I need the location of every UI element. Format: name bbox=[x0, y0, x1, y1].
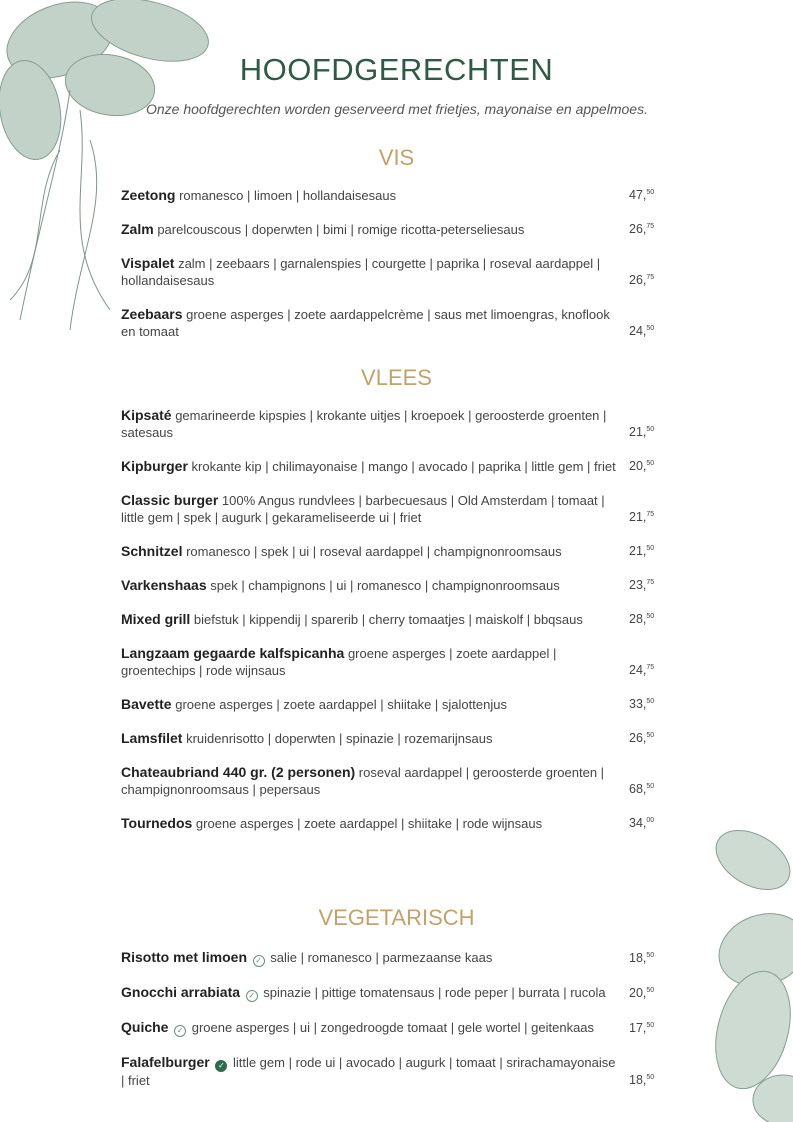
price-euros: 47, bbox=[629, 188, 647, 202]
price-cents: 75 bbox=[646, 222, 655, 230]
price-euros: 68, bbox=[629, 782, 647, 796]
price-cents: 75 bbox=[646, 273, 655, 281]
price-cents: 50 bbox=[646, 324, 655, 332]
price-cents: 50 bbox=[646, 544, 655, 552]
page-title: HOOFDGERECHTEN bbox=[239, 52, 554, 87]
dish-price bbox=[629, 540, 681, 560]
price-euros: 26, bbox=[629, 222, 647, 236]
dish-name: Varkenshaas bbox=[121, 577, 207, 593]
price-euros: 18, bbox=[629, 951, 647, 965]
dish-description: salie | romanesco | parmezaanse kaas bbox=[270, 950, 493, 965]
section-heading-vis: VIS bbox=[378, 145, 415, 170]
dish-name: Zeetong bbox=[121, 187, 176, 203]
dish-name: Gnocchi arrabiata bbox=[121, 984, 241, 1000]
price-euros: 17, bbox=[629, 1021, 647, 1035]
leaf-illustration-bottom-right bbox=[683, 810, 793, 1122]
page-subtitle: Onze hoofdgerechten worden geserveerd met frietjes, mayonaise en appelmoes. bbox=[146, 101, 648, 117]
menu-item bbox=[121, 764, 681, 798]
menu-item bbox=[121, 611, 681, 628]
menu-item bbox=[121, 221, 681, 238]
price-cents: 75 bbox=[646, 663, 655, 671]
price-euros: 20, bbox=[629, 459, 647, 473]
dish-price bbox=[629, 421, 681, 441]
price-cents: 75 bbox=[646, 510, 655, 518]
dish-description: spek | champignons | ui | romanesco | champignonroomsaus bbox=[210, 578, 560, 593]
dish-name: Kipsaté bbox=[121, 407, 172, 423]
vegetarian-icon: ✓ bbox=[253, 955, 265, 967]
dish-description: little gem | rode ui | avocado | augurk | tomaat | srirachamayonaise | friet bbox=[121, 1055, 616, 1088]
price-cents: 50 bbox=[646, 986, 655, 994]
dish-price bbox=[629, 184, 681, 204]
menu-item bbox=[121, 984, 681, 1002]
dish-description: gemarineerde kipspies | krokante uitjes | kroepoek | geroosterde groenten | satesaus bbox=[121, 408, 607, 440]
dish-name: Lamsfilet bbox=[121, 730, 183, 746]
menu-item bbox=[121, 543, 681, 560]
dish-name: Mixed grill bbox=[121, 611, 191, 627]
dish-name: Schnitzel bbox=[121, 543, 183, 559]
dish-price bbox=[629, 269, 681, 289]
menu-item bbox=[121, 730, 681, 747]
dish-description: spinazie | pittige tomatensaus | rode peper | burrata | rucola bbox=[263, 985, 606, 1000]
menu-item bbox=[121, 407, 681, 441]
vegan-icon: ✓ bbox=[215, 1060, 227, 1072]
vegetarian-icon: ✓ bbox=[246, 990, 258, 1002]
menu-item bbox=[121, 577, 681, 594]
price-cents: 75 bbox=[646, 578, 655, 586]
price-euros: 26, bbox=[629, 273, 647, 287]
dish-name: Zeebaars bbox=[121, 306, 183, 322]
vegetarian-icon: ✓ bbox=[174, 1025, 186, 1037]
dish-price bbox=[629, 693, 681, 713]
dish-price bbox=[629, 218, 681, 238]
menu-item bbox=[121, 255, 681, 289]
dish-description: zalm | zeebaars | garnalenspies | courgette | paprika | roseval aardappel | hollandaisesaus bbox=[121, 256, 601, 288]
price-euros: 24, bbox=[629, 663, 647, 677]
dish-price bbox=[629, 608, 681, 628]
dish-price bbox=[629, 778, 681, 798]
dish-name: Bavette bbox=[121, 696, 172, 712]
dish-price bbox=[629, 812, 681, 832]
price-cents: 50 bbox=[646, 782, 655, 790]
dish-name: Tournedos bbox=[121, 815, 193, 831]
dish-name: Chateaubriand 440 gr. (2 personen) bbox=[121, 764, 356, 780]
dish-description: groene asperges | ui | zongedroogde tomaat | gele wortel | geitenkaas bbox=[191, 1020, 595, 1035]
dish-description: krokante kip | chilimayonaise | mango | avocado | paprika | little gem | friet bbox=[191, 459, 616, 474]
menu-item bbox=[121, 306, 681, 340]
section-heading-vegetarisch: VEGETARISCH bbox=[318, 905, 475, 930]
dish-name: Zalm bbox=[121, 221, 154, 237]
price-euros: 21, bbox=[629, 425, 647, 439]
price-cents: 50 bbox=[646, 1021, 655, 1029]
dish-description: biefstuk | kippendij | sparerib | cherry tomaatjes | maiskolf | bbqsaus bbox=[193, 612, 583, 627]
dish-description: kruidenrisotto | doperwten | spinazie | rozemarijnsaus bbox=[186, 731, 493, 746]
dish-price bbox=[629, 1069, 681, 1089]
price-euros: 18, bbox=[629, 1073, 647, 1087]
dish-price bbox=[629, 1017, 681, 1037]
menu-item bbox=[121, 1054, 681, 1089]
menu-item bbox=[121, 492, 681, 526]
dish-description: romanesco | limoen | hollandaisesaus bbox=[179, 188, 397, 203]
dish-price bbox=[629, 455, 681, 475]
price-euros: 26, bbox=[629, 731, 647, 745]
menu-item bbox=[121, 645, 681, 679]
dish-description: groene asperges | zoete aardappel | shiitake | sjalottenjus bbox=[175, 697, 507, 712]
menu-item bbox=[121, 949, 681, 967]
price-cents: 50 bbox=[646, 1073, 655, 1081]
dish-description: 100% Angus rundvlees | barbecuesaus | Old Amsterdam | tomaat | little gem | spek | augurk | gekarameliseerde ui | friet bbox=[121, 493, 605, 525]
dish-price bbox=[629, 727, 681, 747]
dish-price bbox=[629, 574, 681, 594]
menu-item bbox=[121, 696, 681, 713]
dish-price bbox=[629, 659, 681, 679]
price-cents: 50 bbox=[646, 697, 655, 705]
menu-item bbox=[121, 187, 681, 204]
dish-name: Falafelburger bbox=[121, 1054, 210, 1070]
dish-description: groene asperges | zoete aardappel | groentechips | rode wijnsaus bbox=[121, 646, 557, 678]
price-cents: 50 bbox=[646, 188, 655, 196]
dish-name: Langzaam gegaarde kalfspicanha bbox=[121, 645, 345, 661]
section-vlees bbox=[121, 407, 681, 849]
dish-name: Quiche bbox=[121, 1019, 169, 1035]
dish-description: romanesco | spek | ui | roseval aardappel | champignonroomsaus bbox=[186, 544, 562, 559]
price-euros: 20, bbox=[629, 986, 647, 1000]
price-cents: 50 bbox=[646, 425, 655, 433]
dish-name: Kipburger bbox=[121, 458, 188, 474]
dish-description: parelcouscous | doperwten | bimi | romige ricotta-peterseliesaus bbox=[157, 222, 525, 237]
price-euros: 33, bbox=[629, 697, 647, 711]
price-euros: 21, bbox=[629, 510, 647, 524]
dish-description: roseval aardappel | geroosterde groenten | champignonroomsaus | pepersaus bbox=[121, 765, 605, 797]
dish-description: groene asperges | zoete aardappelcrème | saus met limoengras, knoflook en tomaat bbox=[121, 307, 610, 339]
price-cents: 00 bbox=[646, 816, 655, 824]
price-cents: 50 bbox=[646, 951, 655, 959]
section-heading-vlees: VLEES bbox=[361, 365, 432, 390]
price-euros: 24, bbox=[629, 324, 647, 338]
price-euros: 34, bbox=[629, 816, 647, 830]
dish-name: Classic burger bbox=[121, 492, 219, 508]
section-vegetarisch bbox=[121, 949, 681, 1106]
price-cents: 50 bbox=[646, 731, 655, 739]
dish-name: Vispalet bbox=[121, 255, 175, 271]
section-vis bbox=[121, 187, 681, 357]
price-euros: 21, bbox=[629, 544, 647, 558]
dish-name: Risotto met limoen bbox=[121, 949, 248, 965]
price-cents: 50 bbox=[646, 612, 655, 620]
menu-item bbox=[121, 1019, 681, 1037]
dish-price bbox=[629, 982, 681, 1002]
dish-description: groene asperges | zoete aardappel | shiitake | rode wijnsaus bbox=[195, 816, 543, 831]
menu-item bbox=[121, 458, 681, 475]
dish-price bbox=[629, 320, 681, 340]
dish-price bbox=[629, 947, 681, 967]
menu-item bbox=[121, 815, 681, 832]
price-cents: 50 bbox=[646, 459, 655, 467]
dish-price bbox=[629, 506, 681, 526]
price-euros: 28, bbox=[629, 612, 647, 626]
price-euros: 23, bbox=[629, 578, 647, 592]
